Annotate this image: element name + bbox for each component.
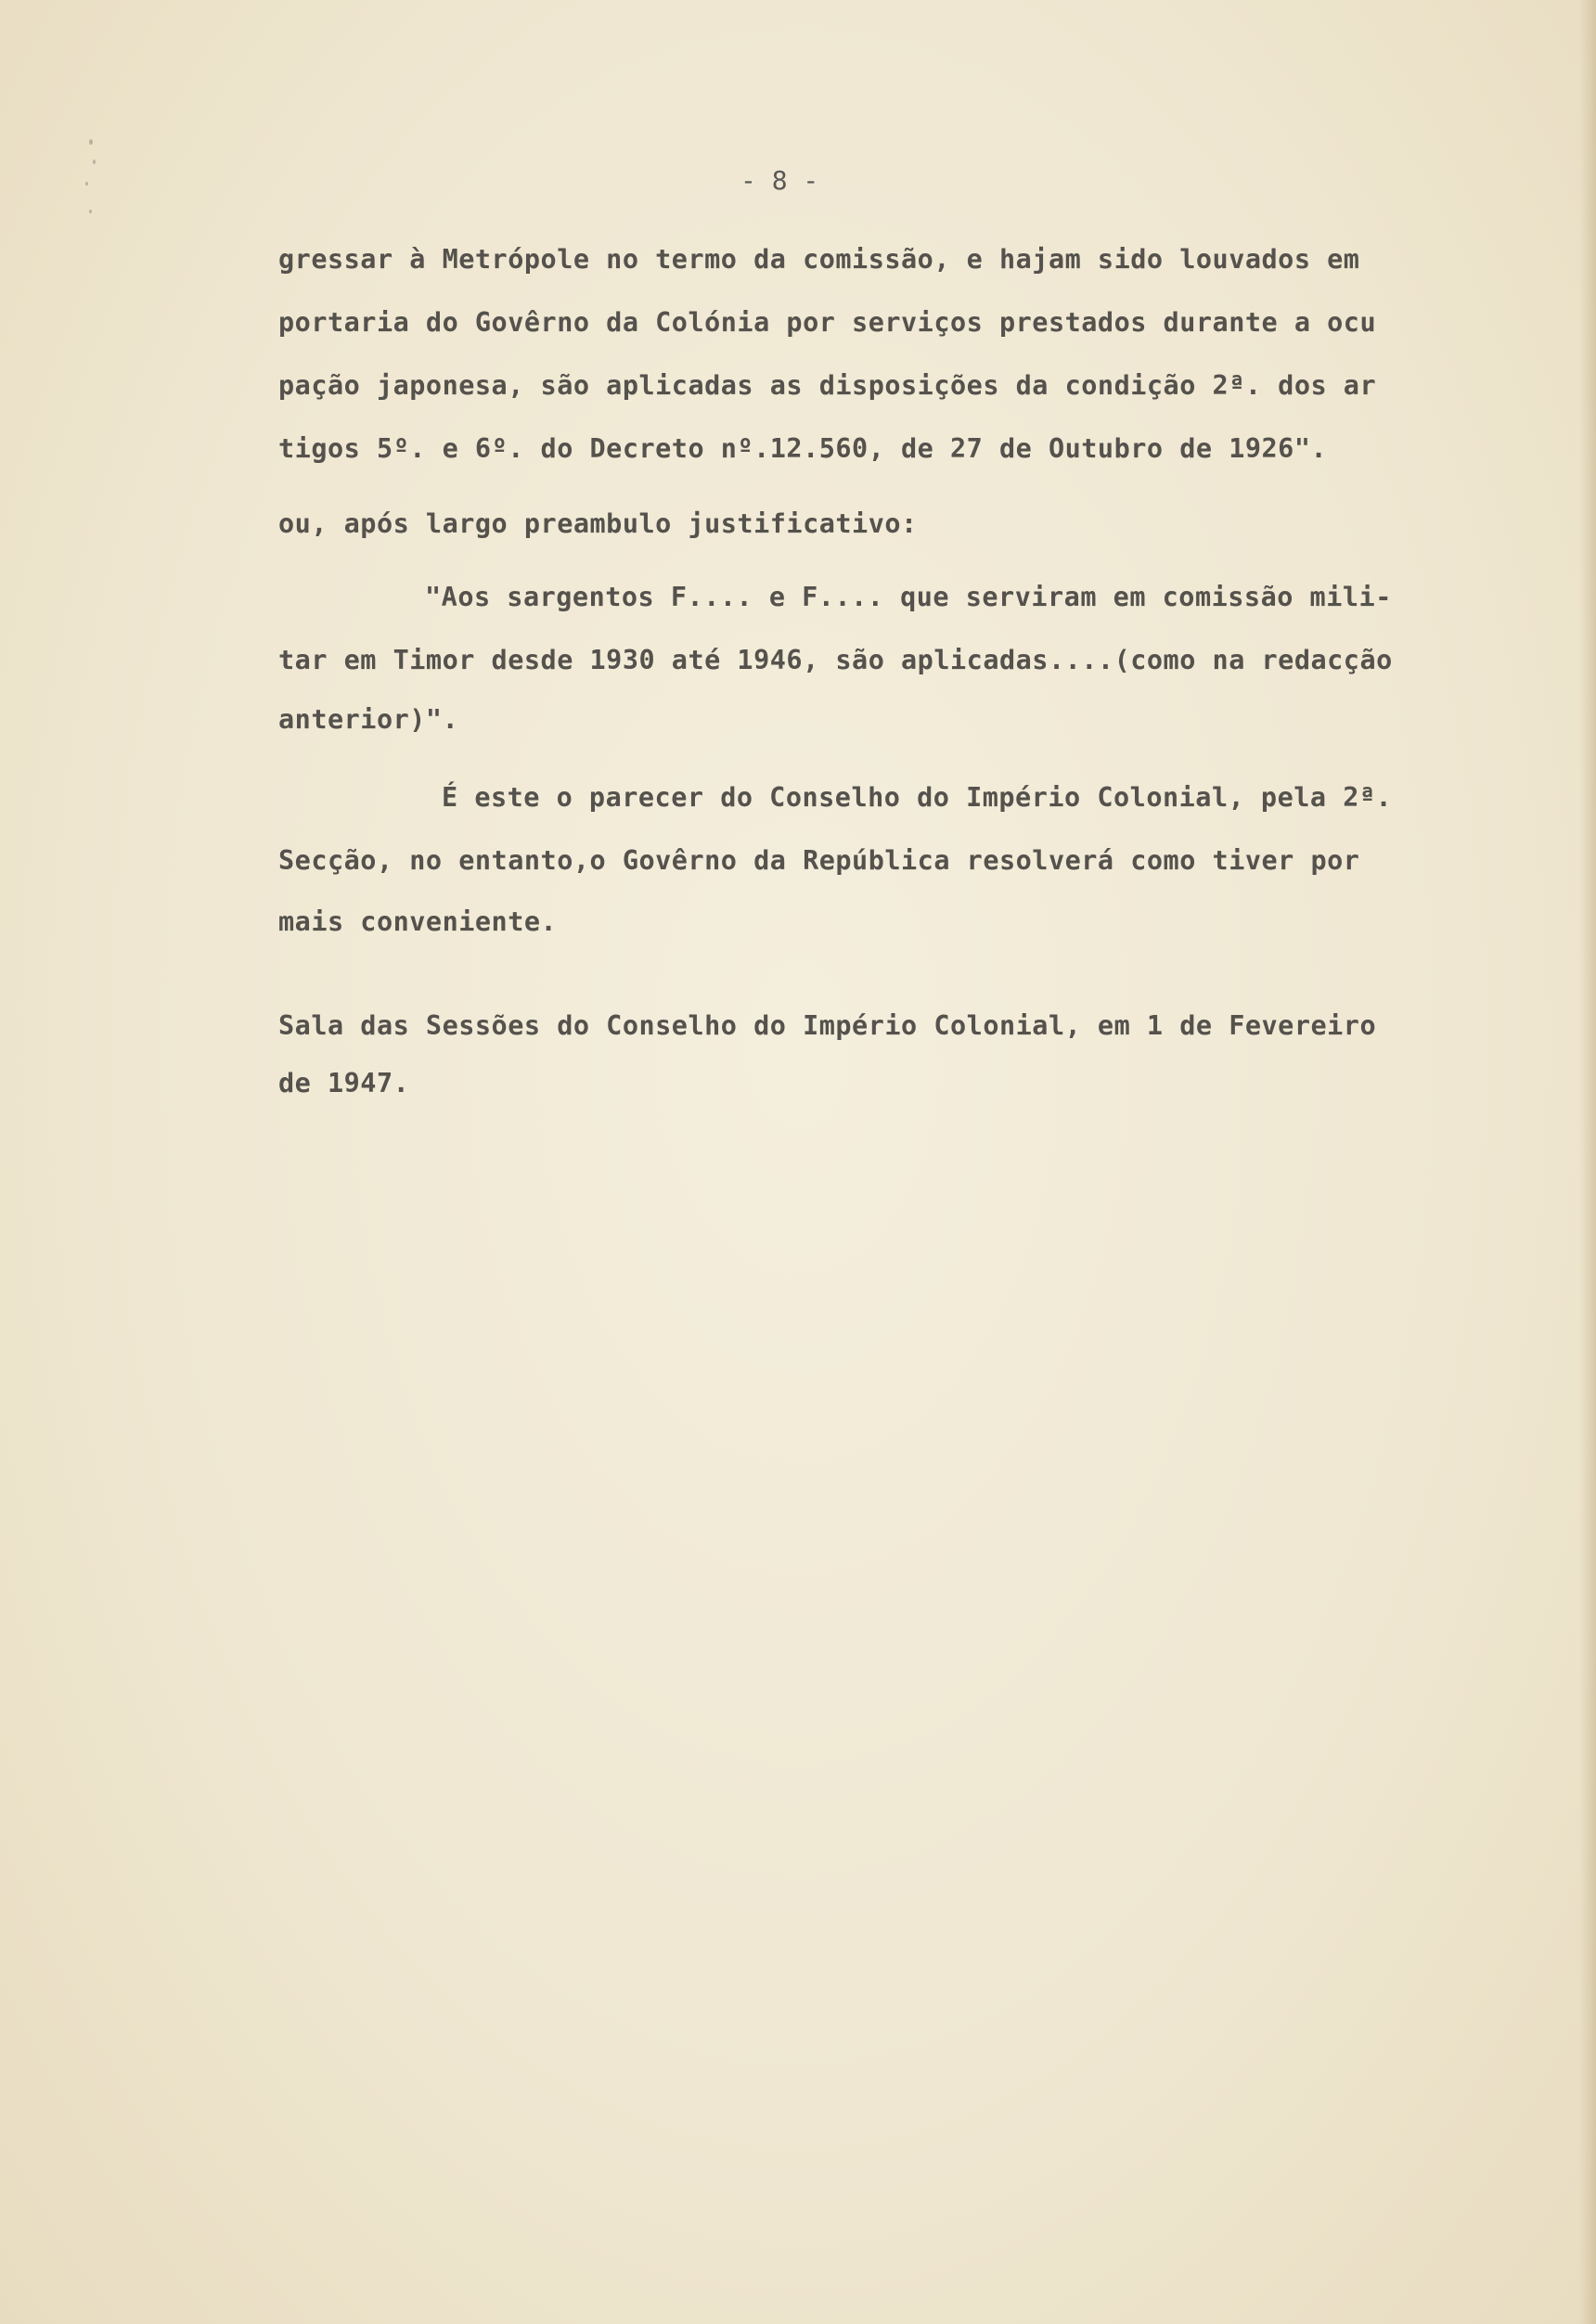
paragraph-3-line-1: "Aos sargentos F.... e F.... que serviram em comissão mili- bbox=[425, 582, 1392, 612]
margin-ink-speck bbox=[89, 210, 92, 213]
paragraph-1-line-1: gressar à Metrópole no termo da comissão, e hajam sido louvados em bbox=[278, 244, 1360, 275]
paper-edge-shadow bbox=[1579, 0, 1596, 2324]
page-number: - 8 - bbox=[740, 165, 819, 196]
paragraph-3-line-2: tar em Timor desde 1930 até 1946, são aplicadas....(como na redacção bbox=[278, 645, 1393, 675]
paragraph-4-line-1: É este o parecer do Conselho do Império Colonial, pela 2ª. bbox=[442, 782, 1393, 813]
paragraph-5-line-2: de 1947. bbox=[278, 1068, 410, 1098]
paragraph-5-line-1: Sala das Sessões do Conselho do Império Colonial, em 1 de Fevereiro bbox=[278, 1010, 1377, 1041]
paragraph-4-line-2: Secção, no entanto,o Govêrno da República resolverá como tiver por bbox=[278, 845, 1360, 876]
paragraph-3-line-3: anterior)". bbox=[278, 704, 459, 735]
paragraph-1-line-2: portaria do Govêrno da Colónia por serviços prestados durante a ocu bbox=[278, 307, 1377, 338]
margin-ink-speck bbox=[85, 182, 88, 186]
margin-ink-speck bbox=[89, 139, 93, 145]
paragraph-1-line-4: tigos 5º. e 6º. do Decreto nº.12.560, de 27 de Outubro de 1926". bbox=[278, 433, 1328, 464]
margin-ink-speck bbox=[93, 160, 96, 164]
paragraph-1-line-3: pação japonesa, são aplicadas as disposições da condição 2ª. dos ar bbox=[278, 370, 1377, 401]
paragraph-2: ou, após largo preambulo justificativo: bbox=[278, 508, 918, 539]
paragraph-4-line-3: mais conveniente. bbox=[278, 906, 558, 937]
